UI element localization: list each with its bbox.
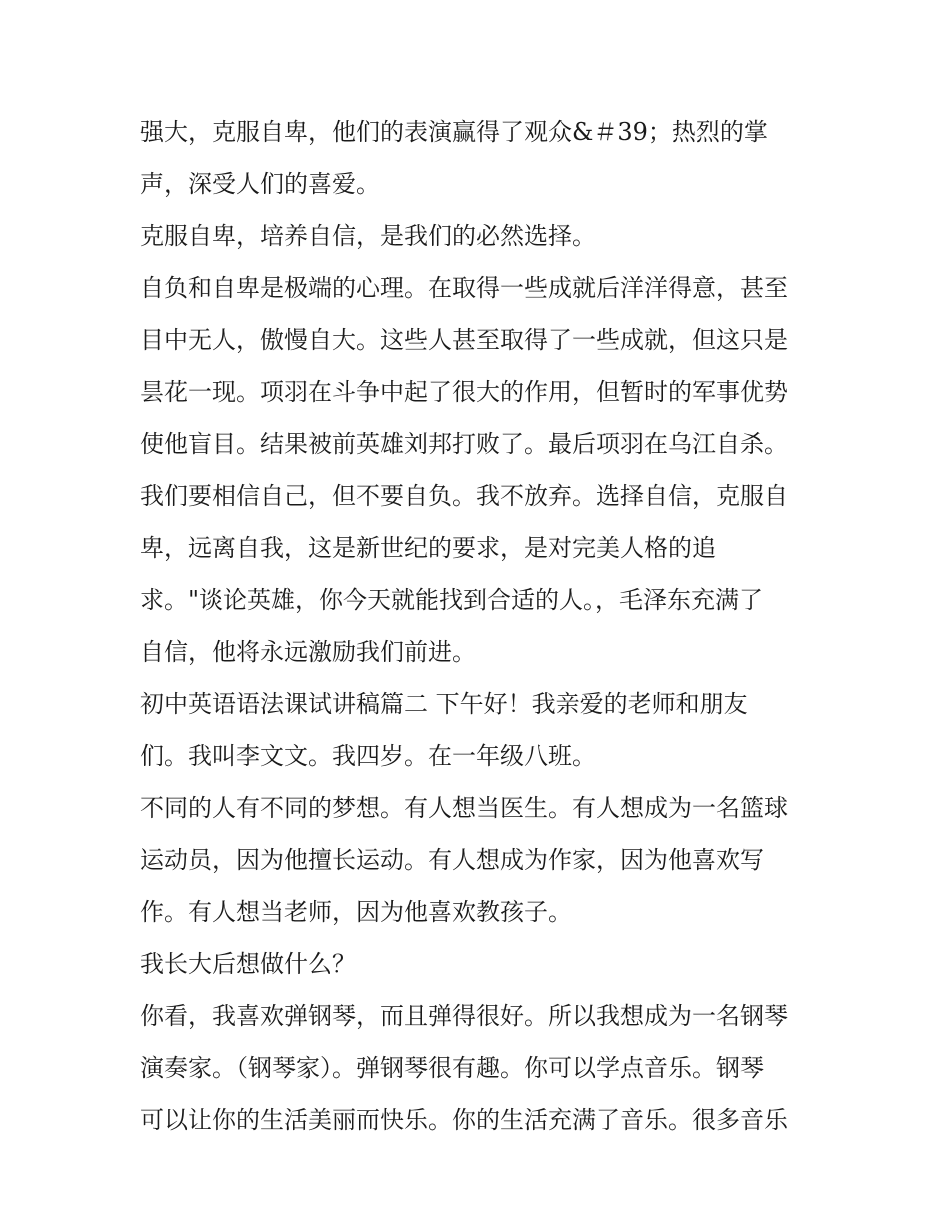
text-line: 你看，我喜欢弹钢琴，而且弹得很好。所以我想成为一名钢琴 [140,1002,788,1030]
text-line: 目中无人，傲慢自大。这些人甚至取得了一些成就，但这只是 [140,326,788,354]
text-line: 自负和自卑是极端的心理。在取得一些成就后洋洋得意，甚至 [140,274,788,302]
text-line: 初中英语语法课试讲稿篇二 下午好！我亲爱的老师和朋友 [140,690,748,718]
text-line: 卑，远离自我，这是新世纪的要求，是对完美人格的追 [140,534,716,562]
text-line: 作。有人想当老师，因为他喜欢教孩子。 [140,898,572,926]
text-line: 使他盲目。结果被前英雄刘邦打败了。最后项羽在乌江自杀。 [140,430,788,458]
text-line: 不同的人有不同的梦想。有人想当医生。有人想成为一名篮球 [140,794,788,822]
text-line: 自信，他将永远激励我们前进。 [140,638,476,666]
text-line: 昙花一现。项羽在斗争中起了很大的作用，但暂时的军事优势 [140,378,788,406]
text-line: 们。我叫李文文。我四岁。在一年级八班。 [140,742,596,770]
text-line: 演奏家。（钢琴家）。弹钢琴很有趣。你可以学点音乐。钢琴 [140,1054,764,1082]
text-line: 运动员，因为他擅长运动。有人想成为作家，因为他喜欢写 [140,846,764,874]
text-line: 声，深受人们的喜爱。 [140,170,380,198]
document-body [140,106,820,1146]
text-line: 我们要相信自己，但不要自负。我不放弃。选择自信，克服自 [140,482,788,510]
text-line: 可以让你的生活美丽而快乐。你的生活充满了音乐。很多音乐 [140,1106,788,1134]
text-line: 我长大后想做什么？ [140,950,356,978]
text-line: 强大，克服自卑，他们的表演赢得了观众&＃39；热烈的掌 [140,118,768,146]
text-line: 克服自卑，培养自信，是我们的必然选择。 [140,222,596,250]
text-line: 求。"谈论英雄，你今天就能找到合适的人。，毛泽东充满了 [140,586,764,614]
